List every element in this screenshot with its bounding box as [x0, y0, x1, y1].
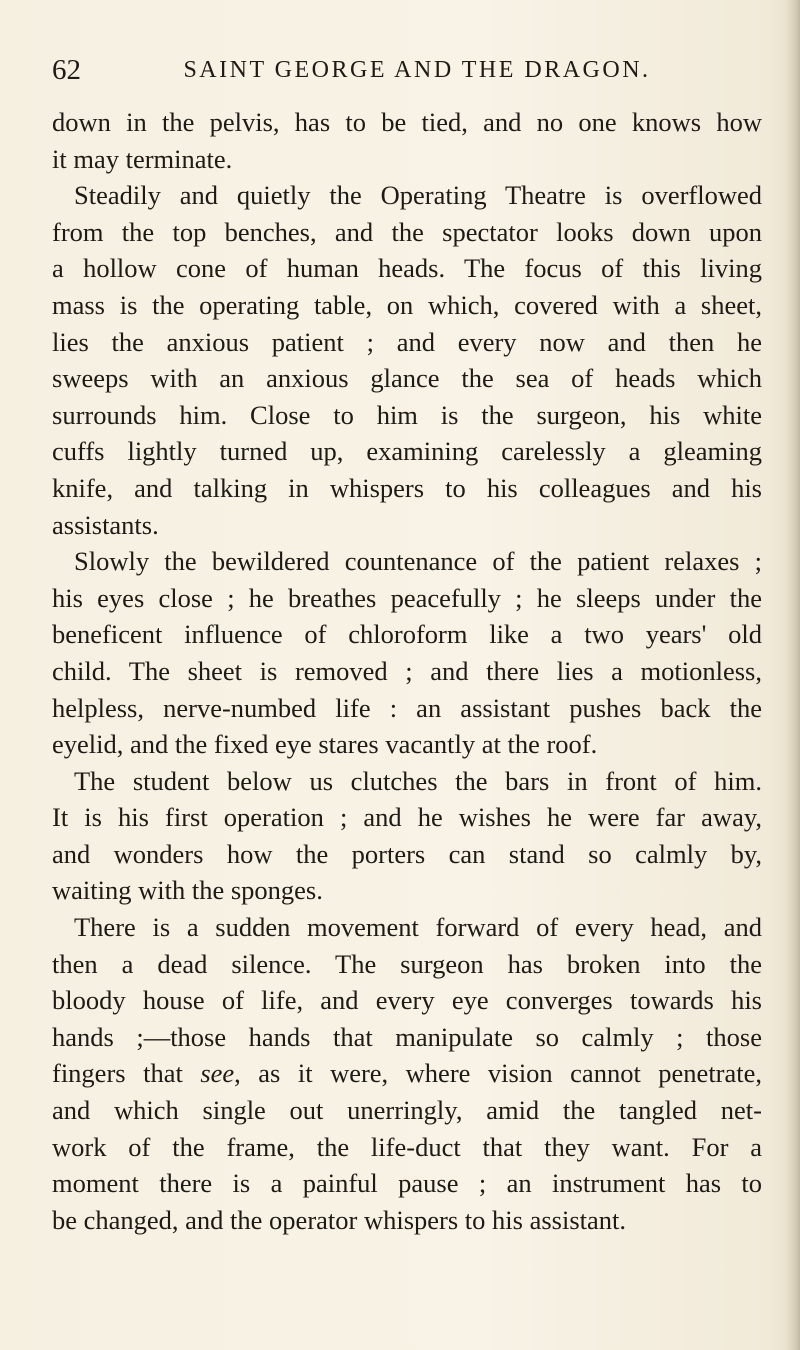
text-line: bloody house of life, and every eye converges towards his [52, 985, 762, 1016]
text-line: from the top benches, and the spectator looks down upon [52, 216, 762, 247]
running-title: SAINT GEORGE AND THE DRAGON. [183, 57, 651, 83]
text-line: knife, and talking in whispers to his colleagues and his [52, 472, 762, 503]
text-line: mass is the operating table, on which, covered with a sheet, [52, 289, 762, 320]
text-line: Slowly the bewildered countenance of the patient relaxes ; [74, 546, 762, 577]
text-line: child. The sheet is removed ; and there lies a motionless, [52, 655, 762, 686]
text-line-with-italic [52, 1055, 762, 1092]
text-line: surrounds him. Close to him is the surgeon, his white [52, 399, 762, 430]
text-line: then a dead silence. The surgeon has broken into the [52, 948, 762, 979]
text-line: and which single out unerringly, amid the tangled net- [52, 1095, 762, 1126]
text-line: it may terminate. [52, 143, 233, 174]
page-header [52, 52, 752, 88]
page-number: 62 [52, 54, 81, 86]
text-line: helpless, nerve-numbed life : an assistant pushes back the [52, 692, 762, 723]
text-line: cuffs lightly turned up, examining carelessly a gleaming [52, 436, 762, 467]
text-fragment: , as it were, where vision cannot penetrate, [234, 1058, 763, 1089]
text-line: and wonders how the porters can stand so calmly by, [52, 838, 762, 869]
body-text [52, 104, 762, 1238]
text-line: be changed, and the operator whispers to his assistant. [52, 1204, 627, 1235]
text-line: Steadily and quietly the Operating Theatre is overflowed [74, 180, 762, 211]
text-line: lies the anxious patient ; and every now and then he [52, 326, 762, 357]
text-line: down in the pelvis, has to be tied, and no one knows how [52, 107, 762, 137]
text-line: There is a sudden movement forward of every head, and [74, 912, 762, 943]
text-line: beneficent influence of chloroform like a two years' old [52, 619, 762, 650]
text-line: The student below us clutches the bars in front of him. [74, 765, 762, 796]
text-line: waiting with the sponges. [52, 875, 323, 906]
text-line: hands ;—those hands that manipulate so calmly ; those [52, 1021, 762, 1052]
page-edge-shadow [786, 0, 800, 1350]
italic-word: see [200, 1058, 235, 1089]
text-line: sweeps with an anxious glance the sea of heads which [52, 363, 762, 394]
text-line: eyelid, and the fixed eye stares vacantly at the roof. [52, 729, 598, 760]
text-line: work of the frame, the life-duct that they want. For a [52, 1131, 762, 1162]
text-line: a hollow cone of human heads. The focus of this living [52, 253, 762, 284]
text-line: moment there is a painful pause ; an instrument has to [52, 1168, 762, 1199]
text-fragment: fingers that [52, 1058, 183, 1089]
text-line: assistants. [52, 509, 159, 540]
text-line: his eyes close ; he breathes peacefully ; he sleeps under the [52, 582, 762, 613]
text-line: It is his first operation ; and he wishes he were far away, [52, 802, 762, 833]
